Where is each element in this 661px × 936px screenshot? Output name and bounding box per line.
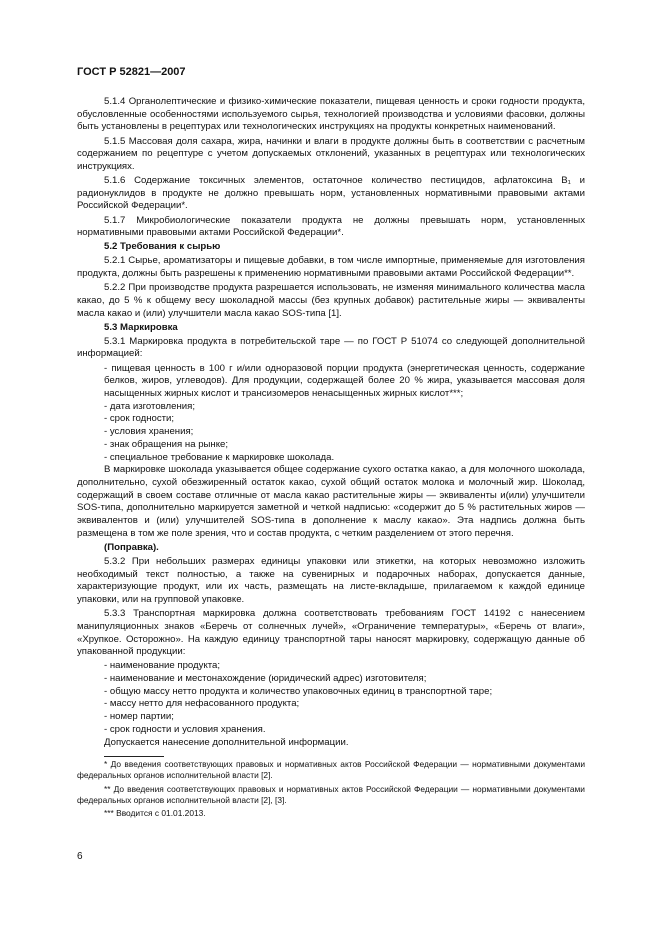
section-heading: 5.2 Требования к сырью: [104, 241, 221, 253]
paragraph: 5.1.7 Микробиологические показатели продукта не должны превышать норм, установленных нормативными правовыми актами Российской Федерации*.: [77, 214, 585, 239]
paragraph: 5.1.5 Массовая доля сахара, жира, начинки и влаги в продукте должны быть в соответствии с расчетным содержанием по рецептуре с учетом допускаемых отклонений, указанных в рецептурах или технологических инструкциях.: [77, 135, 585, 172]
document-header: ГОСТ Р 52821—2007: [77, 66, 186, 78]
footnote: *** Вводится с 01.01.2013.: [104, 808, 206, 819]
list-item: - пищевая ценность в 100 г и/или одноразовой порции продукта (энергетическая ценность, содержание белков, жиров, углеводов). Для продукции, содержащей более 20 % жира, указывается массовая доля насыщенных жирных кислот и трансизомеров ненасыщенных жирных кислот***;: [104, 362, 585, 399]
paragraph: 5.3.1 Маркировка продукта в потребительской таре — по ГОСТ Р 51074 со следующей дополнительной информацией:: [77, 335, 585, 360]
correction-note: (Поправка).: [104, 541, 159, 553]
paragraph: 5.3.2 При небольших размерах единицы упаковки или этикетки, на которых невозможно изложить необходимый текст полностью, а также на сувенирных и подарочных наборах, допускается данные, характеризующие продукт, или их часть, размещать на листе-вкладыше, прилагаемом к каждой единице упаковки, или на групповой упаковке.: [77, 555, 585, 606]
footnote: ** До введения соответствующих правовых и нормативных актов Российской Федерации — нормативными документами федеральных органов исполнительной власти [2], [3].: [77, 783, 585, 805]
list-item: - условия хранения;: [104, 426, 194, 438]
main-text: [77, 96, 585, 749]
paragraph: 5.3.3 Транспортная маркировка должна соответствовать требованиям ГОСТ 14192 с нанесением манипуляционных знаков «Беречь от солнечных лучей», «Ограничение температуры», «Беречь от влаги», «Хрупкое. Осторожно». На каждую единицу транспортной тары наносят маркировку, содержащую данные об упакованной продукции:: [77, 608, 585, 658]
document-body: [77, 96, 585, 821]
list-item: - срок годности;: [104, 413, 175, 425]
footnotes: [77, 759, 585, 819]
list-item: - номер партии;: [104, 711, 174, 723]
section-heading: 5.3 Маркировка: [104, 321, 178, 333]
footnote-separator: [104, 756, 164, 757]
list-item: - наименование продукта;: [104, 660, 221, 672]
list-item: - массу нетто для нефасованного продукта;: [104, 698, 300, 710]
paragraph: 5.1.6 Содержание токсичных элементов, остаточное количество пестицидов, афлатоксина B₁ и радионуклидов в продукте не должно превышать норм, установленных нормативными правовыми актами Российской Федерации*.: [77, 175, 585, 212]
list-item: - дата изготовления;: [104, 400, 195, 412]
paragraph: 5.1.4 Органолептические и физико-химические показатели, пищевая ценность и сроки годности продукта, обусловленные особенностями используемого сырья, технологией производства и условиями фасовки, должны быть установлены в рецептурах или технологических инструкциях на продукты конкретных наименований.: [77, 96, 585, 133]
paragraph: В маркировке шоколада указывается общее содержание сухого остатка какао, а для молочного шоколада, дополнительно, сухой обезжиренный остаток какао, сухой общий остаток молока и молочный жир. Шоколад, содержащий в своем составе отличные от масла какао растительные жиры — эквиваленты и(или) улучшители SOS-типа, дополнительно маркируется заметной и четкой надписью: «содержит до 5 % растительных жиров — эквивалентов и (или) улучшителей SOS-типа в дополнение к маслу какао». Эта надпись должна быть размещена в том же поле зрения, что и состав продукта, с четким разделением от этого перечня.: [77, 464, 585, 539]
list-item: - знак обращения на рынке;: [104, 438, 229, 450]
footnote: * До введения соответствующих правовых и нормативных актов Российской Федерации — нормативными документами федеральных органов исполнительной власти [2].: [77, 759, 585, 781]
list-item: - общую массу нетто продукта и количество упаковочных единиц в транспортной таре;: [104, 685, 493, 697]
list-item: - срок годности и условия хранения.: [104, 723, 266, 735]
paragraph: 5.2.2 При производстве продукта разрешается использовать, не изменяя минимального количества масла какао, до 5 % к общему весу шоколадной массы (без крупных добавок) растительные жиры — эквиваленты масла какао и (или) улучшители масла какао SOS-типа [1].: [77, 282, 585, 319]
page-number: 6: [77, 851, 83, 862]
list-item: - наименование и местонахождение (юридический адрес) изготовителя;: [104, 673, 427, 685]
paragraph: Допускается нанесение дополнительной информации.: [104, 736, 349, 748]
list-item: - специальное требование к маркировке шоколада.: [104, 451, 335, 463]
paragraph: 5.2.1 Сырье, ароматизаторы и пищевые добавки, в том числе импортные, применяемые для изготовления продукта, должны быть разрешены к применению нормативными правовыми актами Российской Федерации**.: [77, 255, 585, 280]
